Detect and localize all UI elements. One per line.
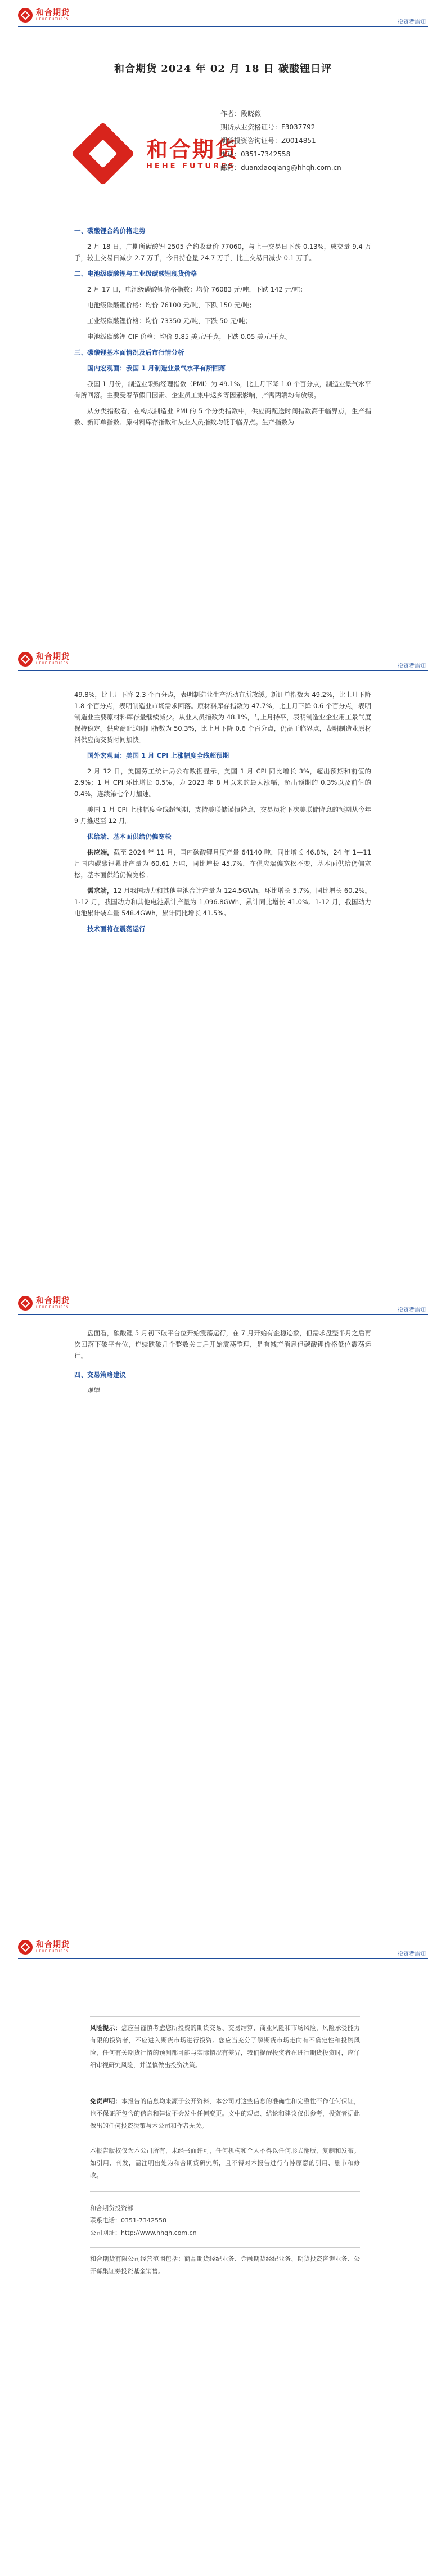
report-title: 和合期货 2024 年 02 月 18 日 碳酸锂日评 [114, 63, 332, 75]
subheading-supply: 供给端、基本面供给仍偏宽松 [87, 833, 172, 840]
section-1-paragraph: 2 月 18 日，广期所碳酸锂 2505 合约收盘价 77060，与上一交易日下跌 0.13%，成交量 9.4 万手，较上交易日减少 2.7 万手，今日持仓量 24.7 万手，比上交易日减少 0.1 万手。 [74, 243, 371, 262]
section-2-paragraph-3: 工业级碳酸锂价格：均价 73350 元/吨，下跌 50 元/吨； [87, 317, 252, 325]
header-divider [18, 670, 428, 671]
section-2-paragraph-1: 2 月 17 日，电池级碳酸锂价格指数：均价 76083 元/吨，下跌 142 元/吨； [87, 285, 307, 293]
cover-logo-icon [71, 122, 134, 185]
supply-paragraph [74, 847, 371, 880]
brand-logo-icon [18, 8, 33, 23]
header-logo [18, 652, 70, 667]
license-number: 期货从业资格证号：F3037792 [220, 123, 316, 131]
header-tag: 投资者需知 [398, 663, 426, 669]
brand-name-cn: 和合期货 [36, 652, 70, 661]
section-3-paragraph-2: 从分类指数看，在构成制造业 PMI 的 5 个分类指数中，供应商配送时间指数高于临界点，生产指数、新订单指数、原材料库存指数和从业人员指数均低于临界点。生产指数为 [74, 407, 371, 426]
page-4 [0, 1932, 446, 2576]
page-3 [0, 1288, 446, 1932]
brand-name-cn: 和合期货 [36, 1296, 70, 1305]
brand-name-cn: 和合期货 [36, 8, 70, 17]
page-header [0, 1288, 446, 1322]
section-3-title: 三、碳酸锂基本面情况及后市行情分析 [74, 348, 184, 356]
section-2-paragraph-2: 电池级碳酸锂价格：均价 76100 元/吨，下跌 150 元/吨； [87, 301, 256, 309]
company-department: 和合期货投资部 [90, 2204, 133, 2212]
company-website[interactable]: 公司网址：http://www.hhqh.com.cn [90, 2229, 197, 2237]
brand-name-en: HEHE FUTURES [36, 661, 69, 665]
header-tag: 投资者需知 [398, 1951, 426, 1957]
page-header [0, 644, 446, 678]
technical-paragraph: 盘面看，碳酸锂 5 月初下破平台位开始震荡运行，在 7 月开始有企稳迹象，但需求盘整半月之后再次回落下破平台位，连续跌破几个整数关口后开始震荡整理，是有减产消息但碳酸锂价格低位震荡运行。 [74, 1329, 371, 1359]
supply-lead: 供应端， [87, 848, 114, 856]
section-2-paragraph-4: 电池级碳酸锂 CIF 价格：均价 9.85 美元/千克，下跌 0.05 美元/千克。 [87, 333, 292, 341]
demand-paragraph [74, 885, 371, 919]
header-tag: 投资者需知 [398, 19, 426, 25]
disclaimer-top-divider [90, 2016, 360, 2017]
contact-phone: 联系电话：0351-7342558 [90, 2217, 166, 2224]
risk-text: 您应当谨慎考虑您所投资的期货交易、交易结算、商业风险和市场风险，风险承受能力有限的投资者，不应进入期货市场进行投资。您应当充分了解期货市场走向有不确定性和投资风险，任何有关期货行情的预测都可能与实际情况有差异，我们提醒投资者在进行期货投资时，应仔细审视研究风险，并谨慎做出投资决策。 [90, 2024, 361, 2069]
header-logo [18, 8, 70, 23]
page-header [0, 1932, 446, 1966]
section-2-title: 二、电池级碳酸锂与工业级碳酸锂现货价格 [74, 270, 197, 278]
supply-text: 截至 2024 年 11 月，国内碳酸锂月度产量 64140 吨，同比增长 46.8%，24 年 1—11 月国内碳酸锂累计产量为 60.61 万吨，同比增长 45.7%，在供应端偏宽松不变，基本面供给仍偏宽松，基本面供给仍偏宽松。 [74, 848, 371, 879]
disclaimer-text: 本报告的信息均来源于公开资料，本公司对这些信息的准确性和完整性不作任何保证，也不保证所包含的信息和建议不会发生任何变更。文中的观点、结论和建议仅供参考，投资者据此做出的任何投资决策与本公司和作者无关。 [90, 2098, 361, 2130]
brand-logo-icon [18, 1940, 33, 1955]
continued-paragraph: 49.8%，比上月下降 2.3 个百分点，表明制造业生产活动有所放缓。新订单指数为 49.2%，比上月下降 1.8 个百分点，表明制造业市场需求回落。原材料库存指数为 47.7%，比上月下降 0.6 个百分点，表明制造业主要原材料库存量继续减少。从业人员指数为 48.1%，与上月持平，表明制造业企业用工景气度保持稳定。供应商配送时间指数为 50.3%，比上月下降 0.6 个百分点，仍高于临界点，表明制造业原材料供应商交货时间加快。 [74, 691, 371, 744]
disclaimer-lead: 免责声明： [90, 2098, 121, 2105]
brand-name-en: HEHE FUTURES [36, 1305, 69, 1309]
author: 作者：段晓薇 [220, 110, 262, 118]
cover-brand-cn: 和合期货 [146, 137, 239, 162]
section-1-title: 一、碳酸锂合约价格走势 [74, 227, 146, 235]
risk-notice [90, 2022, 360, 2072]
email: 邮箱：duanxiaoqiang@hhqh.com.cn [220, 164, 341, 172]
strategy-text: 观望 [87, 1387, 100, 1394]
header-logo [18, 1296, 70, 1311]
header-divider [18, 26, 428, 27]
section-3-subheading-1: 国内宏观面：我国 1 月制造业景气水平有所回落 [87, 364, 226, 372]
company-about: 和合期货有限公司经营范围包括：商品期货经纪业务、金融期货经纪业务、期货投资咨询业务、公开募集证券投资基金销售。 [90, 2255, 360, 2275]
brand-logo-icon [18, 652, 33, 667]
copyright: 本报告版权仅为本公司所有，未经书面许可，任何机构和个人不得以任何形式翻版、复制和发布。如引用、刊发，需注明出处为和合期货研究所，且不得对本报告进行有悖原意的引用、删节和修改。 [90, 2147, 360, 2179]
cover-logo [72, 123, 238, 185]
about-divider [90, 2247, 360, 2248]
disclaimer-bottom-divider [90, 2191, 360, 2192]
demand-lead: 需求端， [87, 887, 114, 895]
subheading-technical: 技术面将在震荡运行 [87, 925, 146, 933]
page-2 [0, 644, 446, 1288]
phone: 电话：0351-7342558 [220, 150, 291, 158]
demand-text: 12 月我国动力和其他电池合计产量为 124.5GWh，环比增长 5.7%，同比增长 60.2%。1-12 月，我国动力和其他电池累计产量为 1,096.8GWh，累计同比增长 41.0%。1-12 月，我国动力电池累计装车量 548.4GWh，累计同比增长 41.5%。 [74, 887, 371, 917]
brand-name-cn: 和合期货 [36, 1940, 70, 1949]
author-info [220, 107, 341, 175]
header-divider [18, 1314, 428, 1315]
page-1 [0, 0, 446, 644]
brand-logo-icon [18, 1296, 33, 1311]
contact-block [90, 2202, 197, 2239]
risk-lead: 风险提示： [90, 2024, 121, 2032]
cover-brand-en: HEHE FUTURES [146, 162, 236, 171]
subheading-foreign-macro: 国外宏观面：美国 1 月 CPI 上涨幅度全线超预期 [87, 752, 229, 759]
page-header [0, 0, 446, 34]
page3-body [74, 1327, 371, 1401]
brand-name-en: HEHE FUTURES [36, 17, 69, 21]
cpi-paragraph-1: 2 月 12 日，美国劳工统计局公布数据显示，美国 1 月 CPI 同比增长 3%，超出预期和前值的 2.9%；1 月 CPI 环比增长 0.5%，为 2023 年 8 月以来的最大涨幅，超出预期的 0.3%以及前值的 0.4%，连续第七个月加速。 [74, 767, 371, 798]
header-divider [18, 1958, 428, 1959]
page2-body [74, 689, 371, 939]
consult-license-number: 期货投资咨询证号：Z0014851 [220, 137, 316, 145]
header-tag: 投资者需知 [398, 1307, 426, 1313]
brand-name-en: HEHE FUTURES [36, 1949, 69, 1953]
page1-body [74, 225, 371, 432]
section-4-title: 四、交易策略建议 [74, 1371, 126, 1379]
section-3-paragraph-1: 我国 1 月份，制造业采购经理指数（PMI）为 49.1%，比上月下降 1.0 个百分点，制造业景气水平有所回落。主要受春节假日因素、企业员工集中返乡等因素影响，产需两端均有放缓。 [74, 380, 371, 399]
disclaimer [90, 2095, 360, 2132]
header-logo [18, 1940, 70, 1955]
cpi-paragraph-2: 美国 1 月 CPI 上涨幅度全线超预期，支持美联储谨慎降息，交易员将下次美联储降息的预期从今年 9 月推迟至 12 月。 [74, 806, 371, 825]
